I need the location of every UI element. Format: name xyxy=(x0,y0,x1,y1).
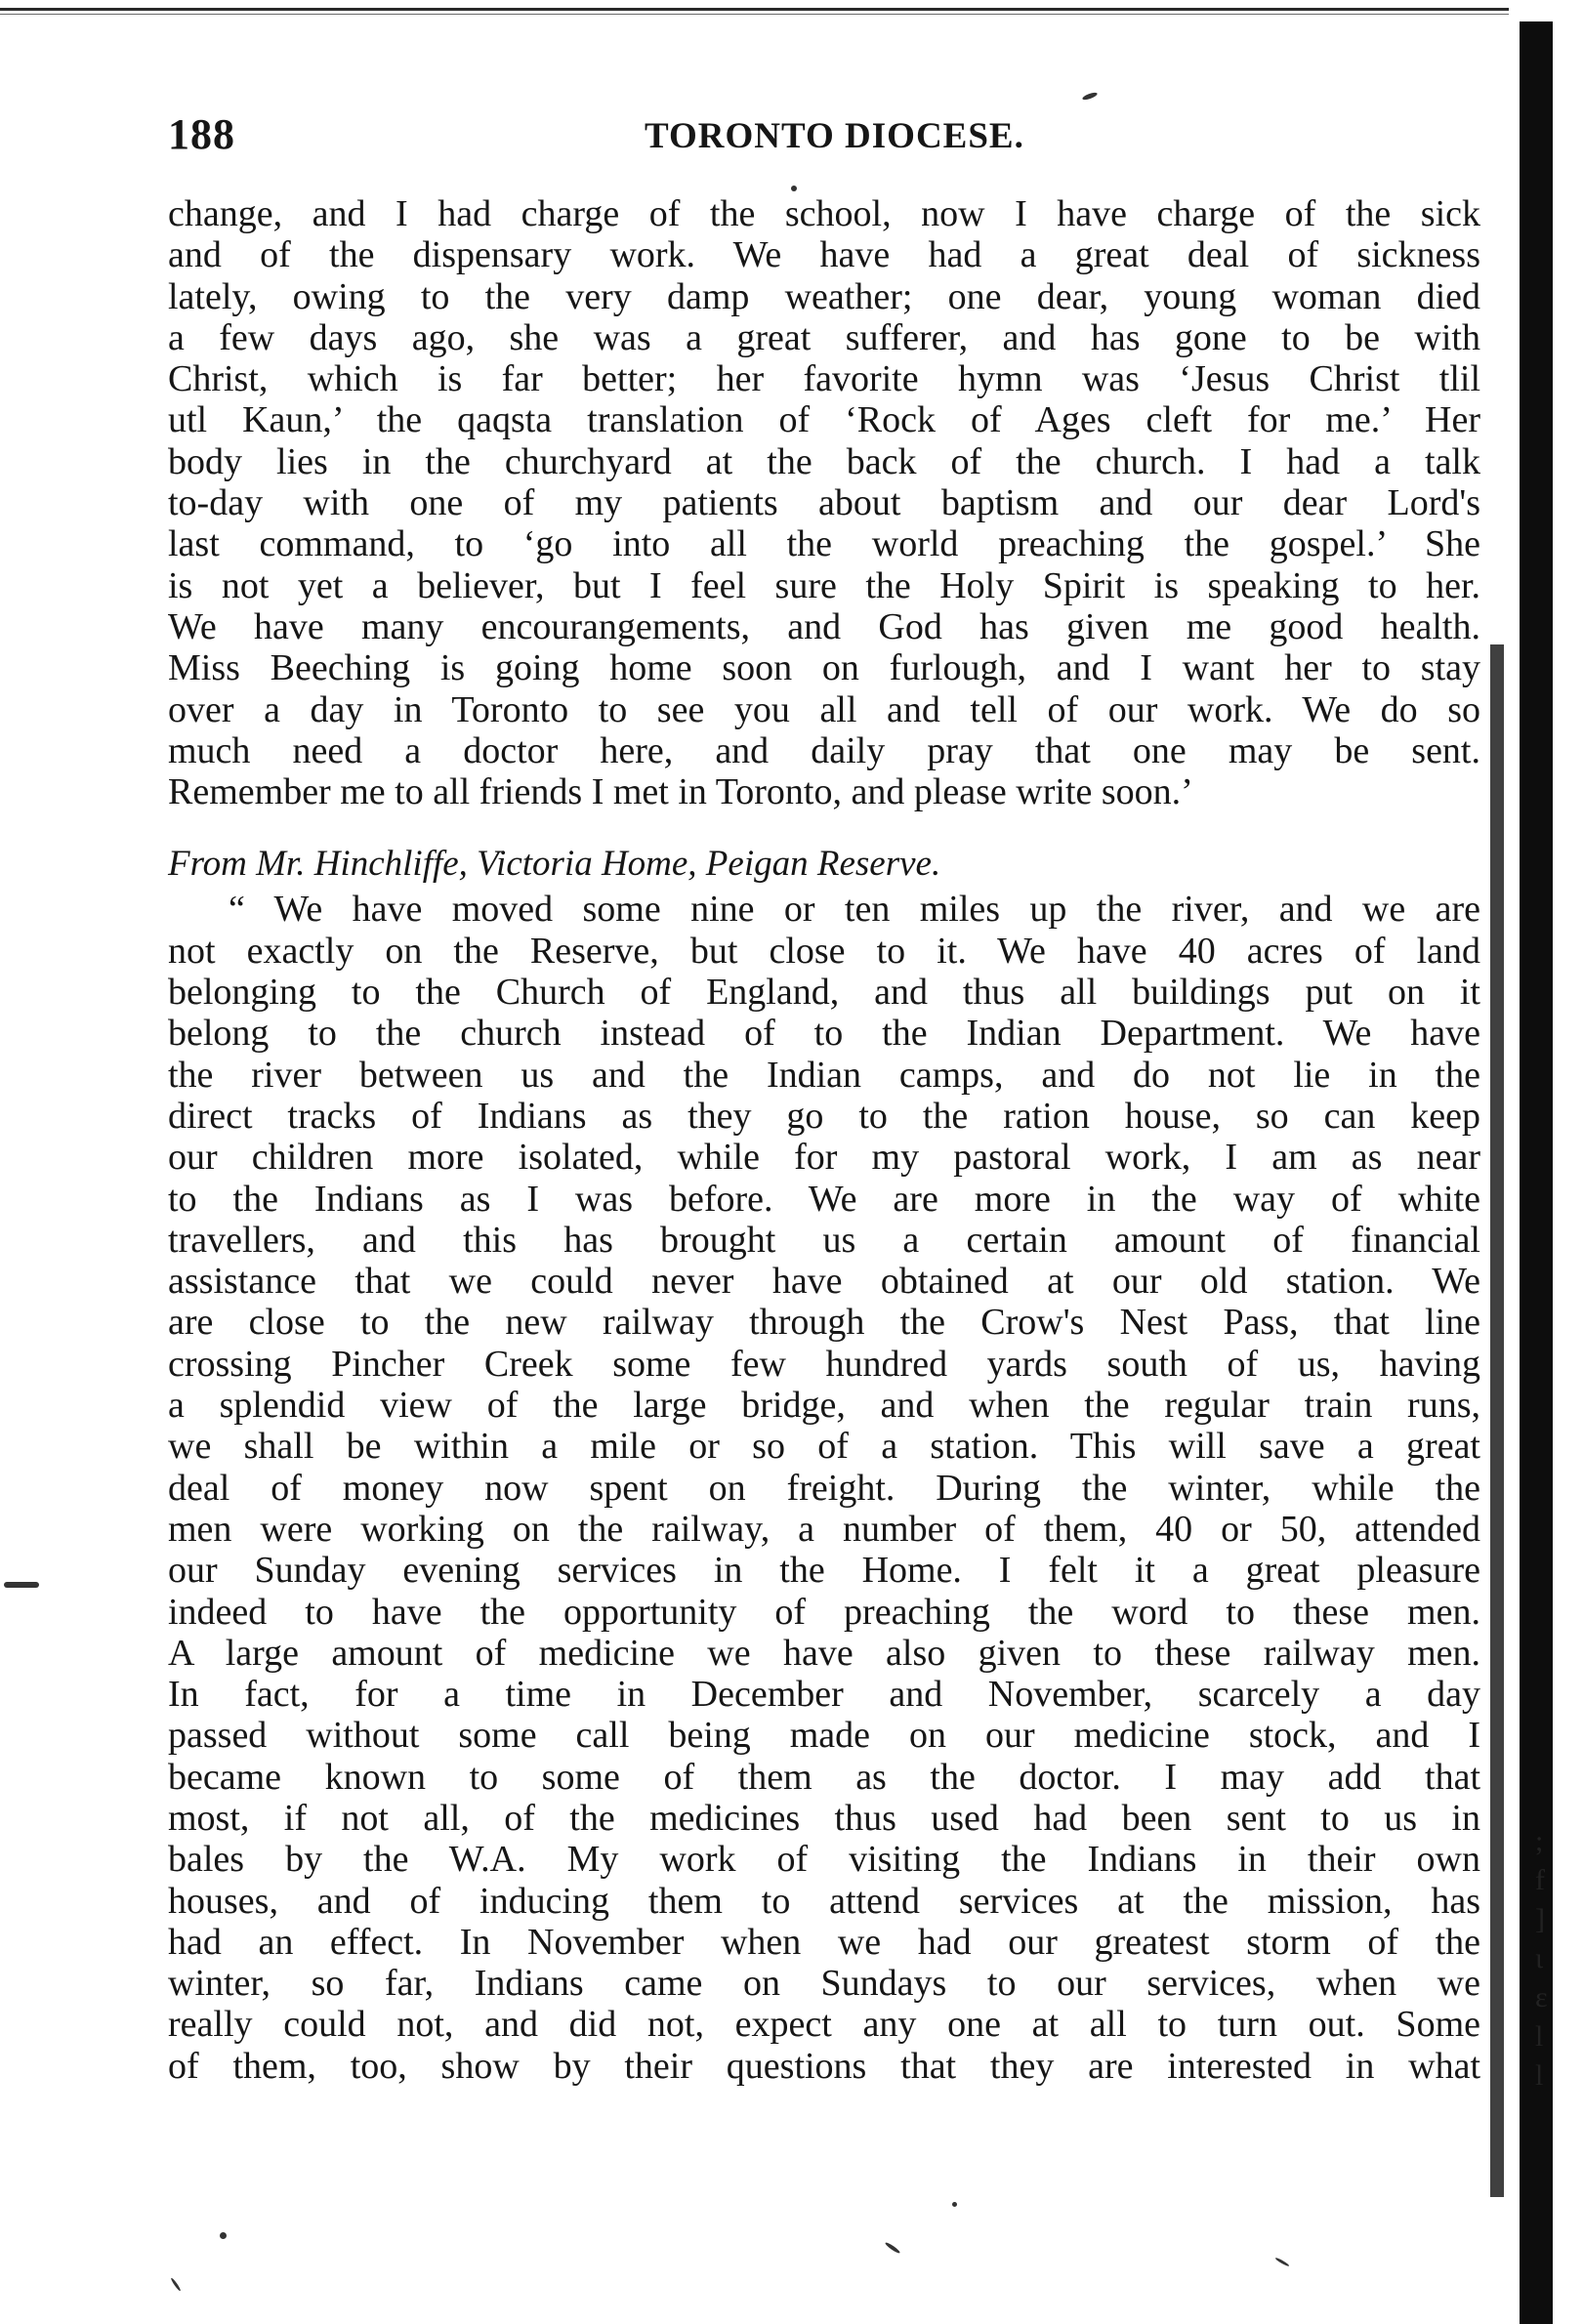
letter-paragraph xyxy=(168,193,1480,812)
margin-mark: ɛ xyxy=(1535,1981,1548,2013)
text-line: change, and I had charge of the school, now I have charge of the sick xyxy=(168,193,1480,234)
text-line: became known to some of them as the doctor. I may add that xyxy=(168,1756,1480,1798)
text-line: Christ, which is far better; her favorite hymn was ‘Jesus Christ tlil xyxy=(168,358,1480,400)
margin-mark: f xyxy=(1535,1864,1545,1896)
scan-speck xyxy=(1082,91,1099,101)
text-line: over a day in Toronto to see you all and tell of our work. We do so xyxy=(168,688,1480,730)
text-line: had an effect. In November when we had our greatest storm of the xyxy=(168,1921,1480,1963)
margin-marks xyxy=(1535,1822,1555,2096)
scan-speck xyxy=(791,186,797,191)
scan-speck xyxy=(4,1582,39,1588)
text-line: assistance that we could never have obtained at our old station. We xyxy=(168,1261,1480,1303)
binding-shadow-inner xyxy=(1490,644,1504,2197)
text-line: deal of money now spent on freight. During the winter, while the xyxy=(168,1467,1480,1509)
page-number: 188 xyxy=(168,110,235,158)
text-line: direct tracks of Indians as they go to the ration house, so can keep xyxy=(168,1095,1480,1137)
text-line: we shall be within a mile or so of a station. This will save a great xyxy=(168,1426,1480,1468)
text-line: a few days ago, she was a great sufferer, and has gone to be with xyxy=(168,316,1480,358)
text-line: last command, to ‘go into all the world preaching the gospel.’ She xyxy=(168,523,1480,565)
top-rule-thin xyxy=(0,14,1509,15)
text-line: bales by the W.A. My work of visiting the Indians in their own xyxy=(168,1839,1480,1881)
scan-speck xyxy=(884,2241,900,2255)
text-line: belong to the church instead of to the Indian Department. We have xyxy=(168,1013,1480,1055)
text-line: really could not, and did not, expect any one at all to turn out. Some xyxy=(168,2004,1480,2046)
text-line: crossing Pincher Creek some few hundred yards south of us, having xyxy=(168,1343,1480,1385)
text-line: winter, so far, Indians came on Sundays to our services, when we xyxy=(168,1963,1480,2005)
text-line: belonging to the Church of England, and thus all buildings put on it xyxy=(168,972,1480,1014)
text-line: lately, owing to the very damp weather; one dear, young woman died xyxy=(168,275,1480,317)
scan-speck xyxy=(1274,2257,1289,2267)
section-heading: From Mr. Hinchliffe, Victoria Home, Peigan Reserve. xyxy=(168,844,941,885)
scan-speck xyxy=(170,2277,182,2292)
margin-mark: ; xyxy=(1535,1825,1544,1857)
text-line: In fact, for a time in December and November, scarcely a day xyxy=(168,1674,1480,1716)
text-line: not exactly on the Reserve, but close to it. We have 40 acres of land xyxy=(168,930,1480,972)
text-line: “ We have moved some nine or ten miles up the river, and we are xyxy=(229,889,1480,931)
margin-mark: ] xyxy=(1535,1903,1545,1935)
paragraph-gap xyxy=(168,812,1480,840)
text-line: utl Kaun,’ the qaqsta translation of ‘Rock of Ages cleft for me.’ Her xyxy=(168,399,1480,441)
letter-paragraph xyxy=(168,889,1480,2087)
scan-speck xyxy=(952,2202,957,2207)
margin-mark: l xyxy=(1535,2020,1544,2053)
margin-mark: ι xyxy=(1535,1942,1544,1974)
text-line: to-day with one of my patients about baptism and our dear Lord's xyxy=(168,482,1480,524)
top-rule xyxy=(0,8,1509,11)
text-line: Remember me to all friends I met in Toronto, and please write soon.’ xyxy=(168,771,1193,813)
text-line: our children more isolated, while for my pastoral work, I am as near xyxy=(168,1137,1480,1179)
margin-mark: l xyxy=(1535,2059,1544,2092)
text-line: passed without some call being made on our medicine stock, and I xyxy=(168,1715,1480,1757)
text-line: houses, and of inducing them to attend services at the mission, has xyxy=(168,1880,1480,1922)
text-line: most, if not all, of the medicines thus used had been sent to us in xyxy=(168,1797,1480,1839)
running-head: TORONTO DIOCESE. xyxy=(645,116,1024,156)
text-line: the river between us and the Indian camps, and do not lie in the xyxy=(168,1054,1480,1096)
text-line: Miss Beeching is going home soon on furlough, and I want her to stay xyxy=(168,647,1480,689)
text-line: travellers, and this has brought us a certain amount of financial xyxy=(168,1219,1480,1261)
page-body xyxy=(168,193,1480,2087)
text-line: body lies in the churchyard at the back of the church. I had a talk xyxy=(168,440,1480,482)
text-line: our Sunday evening services in the Home. I felt it a great pleasure xyxy=(168,1550,1480,1592)
text-line: are close to the new railway through the Crow's Nest Pass, that line xyxy=(168,1302,1480,1344)
text-line: and of the dispensary work. We have had a great deal of sickness xyxy=(168,234,1480,276)
text-line: of them, too, show by their questions that they are interested in what xyxy=(168,2045,1480,2087)
text-line: to the Indians as I was before. We are more in the way of white xyxy=(168,1178,1480,1220)
text-line: We have many encourangements, and God has given me good health. xyxy=(168,605,1480,647)
text-line: a splendid view of the large bridge, and when the regular train runs, xyxy=(168,1385,1480,1427)
text-line: is not yet a believer, but I feel sure the Holy Spirit is speaking to her. xyxy=(168,564,1480,606)
scan-speck xyxy=(220,2232,227,2239)
text-line: A large amount of medicine we have also given to these railway men. xyxy=(168,1632,1480,1674)
text-line: indeed to have the opportunity of preaching the word to these men. xyxy=(168,1591,1480,1633)
text-line: much need a doctor here, and daily pray that one may be sent. xyxy=(168,729,1480,771)
text-line: men were working on the railway, a number of them, 40 or 50, attended xyxy=(168,1508,1480,1550)
